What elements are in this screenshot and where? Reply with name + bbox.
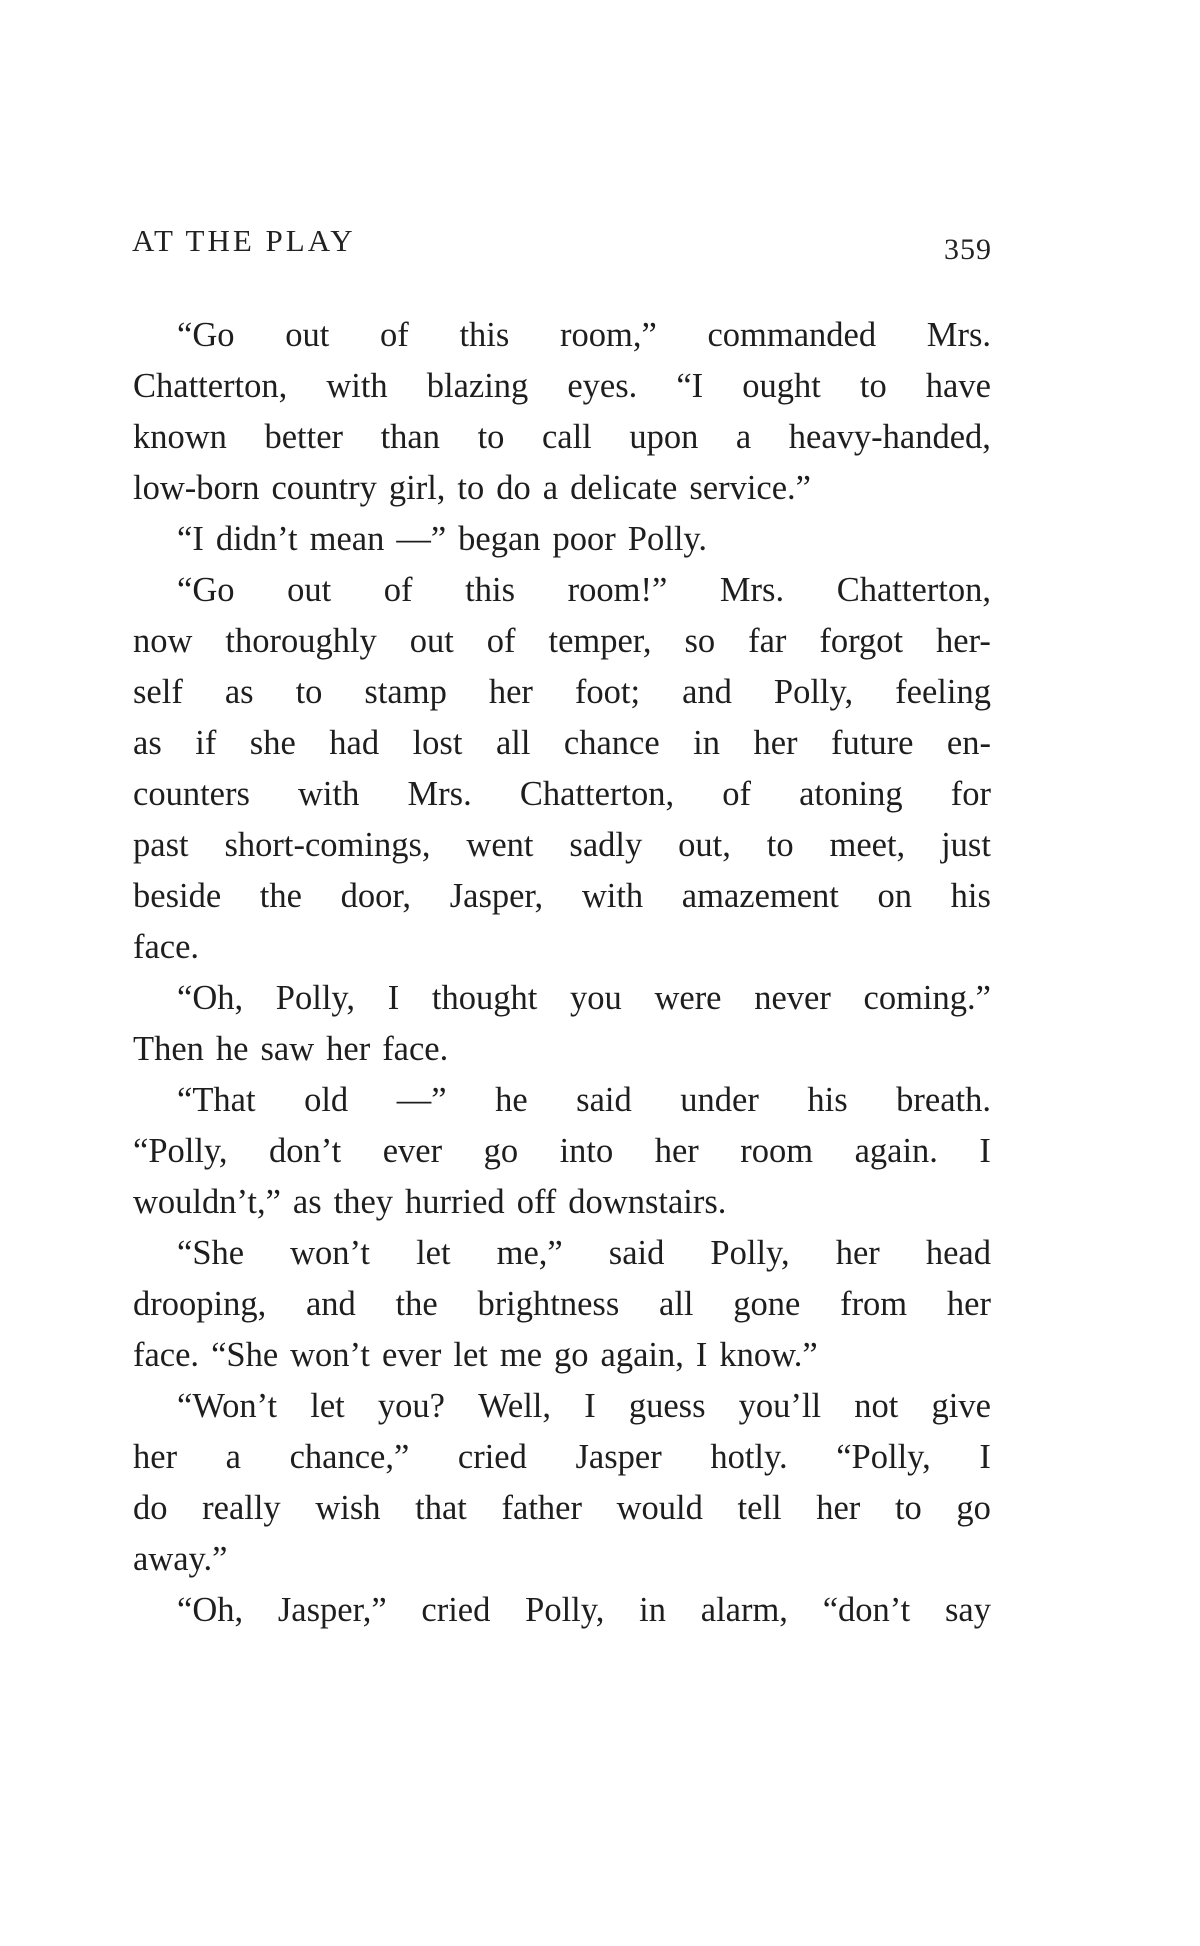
word: out	[287, 571, 332, 609]
word: drooping,	[133, 1285, 267, 1323]
word: than	[380, 418, 440, 456]
word: self	[133, 673, 183, 711]
running-title: AT THE PLAY	[132, 223, 356, 258]
body-text	[133, 310, 991, 1636]
word: go	[554, 1336, 589, 1374]
word: upon	[629, 418, 699, 456]
word: gone	[733, 1285, 801, 1323]
text-line	[133, 1585, 991, 1636]
word: were	[654, 979, 722, 1017]
word: do	[133, 1489, 168, 1527]
word: won’t	[290, 1234, 371, 1272]
word: don’t	[269, 1132, 342, 1170]
word: in	[693, 724, 720, 762]
word: said	[608, 1234, 665, 1272]
word: of	[383, 571, 413, 609]
word: her	[816, 1489, 861, 1527]
word: her	[326, 1030, 371, 1068]
word: they	[333, 1183, 394, 1221]
text-line	[133, 1075, 991, 1126]
word: “Oh,	[177, 1591, 244, 1629]
text-line	[133, 1126, 991, 1177]
word: go	[483, 1132, 519, 1170]
word: and	[682, 673, 732, 711]
word: mean	[309, 520, 385, 558]
word: Polly,	[275, 979, 356, 1017]
word: counters	[133, 775, 250, 813]
word: me,”	[496, 1234, 563, 1272]
word: Then	[133, 1030, 204, 1068]
word: —”	[396, 520, 447, 558]
word: began	[458, 520, 541, 558]
word: “That	[177, 1081, 256, 1119]
word: would	[616, 1489, 703, 1527]
word: temper,	[548, 622, 652, 660]
word: service.”	[689, 469, 811, 507]
word: “I	[177, 520, 204, 558]
word: chance,”	[289, 1438, 410, 1476]
word: to	[295, 673, 323, 711]
word: face.	[133, 1336, 200, 1374]
word: the	[395, 1285, 438, 1323]
word: give	[931, 1387, 991, 1425]
text-line	[133, 1228, 991, 1279]
word: have	[925, 367, 991, 405]
word: lost	[412, 724, 463, 762]
word: head	[925, 1234, 991, 1272]
word: out	[285, 316, 330, 354]
word: to	[894, 1489, 922, 1527]
word: old	[304, 1081, 349, 1119]
text-line	[133, 1534, 991, 1585]
word: a	[735, 418, 752, 456]
word: Polly,	[710, 1234, 790, 1272]
text-line	[133, 310, 991, 361]
word: you	[570, 979, 622, 1017]
word: this	[465, 571, 516, 609]
word: cried	[421, 1591, 491, 1629]
word: wish	[315, 1489, 381, 1527]
word: went	[466, 826, 534, 864]
word: her	[946, 1285, 991, 1323]
text-line	[133, 973, 991, 1024]
word: Polly,	[773, 673, 854, 711]
word: his	[950, 877, 991, 915]
text-line	[133, 361, 991, 412]
word: to	[457, 469, 485, 507]
word: not	[854, 1387, 899, 1425]
word: a	[225, 1438, 241, 1476]
word: ever	[382, 1132, 443, 1170]
running-header	[132, 223, 992, 267]
word: all	[659, 1285, 694, 1323]
text-line	[133, 1432, 991, 1483]
word: I	[584, 1387, 596, 1425]
word: wouldn’t,”	[133, 1183, 281, 1221]
word: if	[195, 724, 217, 762]
word: away.”	[133, 1540, 228, 1578]
word: tell	[737, 1489, 782, 1527]
word: heavy-handed,	[788, 418, 991, 456]
word: this	[459, 316, 510, 354]
word: short-comings,	[224, 826, 431, 864]
word: forgot	[819, 622, 904, 660]
word: stamp	[364, 673, 447, 711]
word: to	[766, 826, 794, 864]
word: face.	[382, 1030, 449, 1068]
word: his	[807, 1081, 848, 1119]
word: “Go	[177, 316, 235, 354]
word: to	[477, 418, 505, 456]
word: I	[387, 979, 400, 1017]
word: sadly	[569, 826, 643, 864]
word: to	[859, 367, 887, 405]
word: as	[292, 1183, 322, 1221]
word: out,	[678, 826, 731, 864]
word: on	[877, 877, 913, 915]
word: “She	[177, 1234, 245, 1272]
text-line	[133, 820, 991, 871]
text-line	[133, 1024, 991, 1075]
word: had	[329, 724, 380, 762]
word: “don’t	[822, 1591, 911, 1629]
word: saw	[260, 1030, 315, 1068]
word: just	[941, 826, 991, 864]
text-line	[133, 871, 991, 922]
word: coming.”	[863, 979, 991, 1017]
word: that	[415, 1489, 467, 1527]
word: country	[271, 469, 377, 507]
word: breath.	[896, 1081, 991, 1119]
word: say	[944, 1591, 991, 1629]
word: poor	[552, 520, 616, 558]
word: Jasper,	[449, 877, 544, 915]
word: her	[488, 673, 533, 711]
word: known	[133, 418, 227, 456]
word: never	[754, 979, 831, 1017]
word: room	[740, 1132, 814, 1170]
word: I	[979, 1438, 991, 1476]
word: me	[499, 1336, 543, 1374]
word: hurried	[405, 1183, 505, 1221]
word: alarm,	[700, 1591, 788, 1629]
word: won’t	[290, 1336, 371, 1374]
word: future	[831, 724, 914, 762]
word: “I	[676, 367, 704, 405]
word: her	[753, 724, 798, 762]
word: I	[979, 1132, 991, 1170]
word: let	[310, 1387, 345, 1425]
word: Chatterton,	[519, 775, 675, 813]
word: room!”	[567, 571, 668, 609]
word: Mrs.	[407, 775, 472, 813]
word: in	[639, 1591, 666, 1629]
word: foot;	[574, 673, 641, 711]
word: know.”	[719, 1336, 818, 1374]
word: better	[264, 418, 344, 456]
word: brightness	[477, 1285, 620, 1323]
text-line	[133, 667, 991, 718]
text-line	[133, 769, 991, 820]
text-line	[133, 616, 991, 667]
word: she	[249, 724, 296, 762]
word: the	[259, 877, 302, 915]
word: Chatterton,	[133, 367, 288, 405]
word: as	[224, 673, 254, 711]
text-line	[133, 1483, 991, 1534]
word: with	[581, 877, 644, 915]
word: her	[654, 1132, 699, 1170]
word: past	[133, 826, 189, 864]
word: you’ll	[738, 1387, 822, 1425]
word: Jasper	[575, 1438, 662, 1476]
word: all	[495, 724, 531, 762]
word: chance	[563, 724, 660, 762]
word: thought	[431, 979, 538, 1017]
page-number: 359	[944, 233, 992, 266]
word: door,	[340, 877, 412, 915]
word: atoning	[799, 775, 903, 813]
word: low-born	[133, 469, 260, 507]
word: off	[516, 1183, 557, 1221]
word: into	[559, 1132, 614, 1170]
word: delicate	[570, 469, 678, 507]
word: her-	[936, 622, 991, 660]
text-line	[133, 565, 991, 616]
word: call	[541, 418, 592, 456]
word: “Polly,	[133, 1132, 228, 1170]
word: blazing	[426, 367, 529, 405]
word: under	[680, 1081, 759, 1119]
word: thoroughly	[225, 622, 377, 660]
word: with	[298, 775, 360, 813]
word: cried	[457, 1438, 527, 1476]
word: ought	[742, 367, 821, 405]
word: again.	[854, 1132, 938, 1170]
word: really	[202, 1489, 281, 1527]
word: he	[495, 1081, 528, 1119]
word: of	[379, 316, 409, 354]
word: commanded	[707, 316, 877, 354]
word: of	[486, 622, 516, 660]
word: let	[416, 1234, 451, 1272]
word: her	[835, 1234, 880, 1272]
word: beside	[133, 877, 222, 915]
word: I	[695, 1336, 708, 1374]
word: “Won’t	[177, 1387, 278, 1425]
word: from	[840, 1285, 908, 1323]
word: let	[453, 1336, 488, 1374]
word: now	[133, 622, 193, 660]
word: as	[133, 724, 162, 762]
word: far	[748, 622, 787, 660]
text-line	[133, 514, 991, 565]
word: Polly.	[627, 520, 708, 558]
word: Jasper,”	[277, 1591, 387, 1629]
word: downstairs.	[568, 1183, 727, 1221]
word: ever	[382, 1336, 442, 1374]
word: —”	[396, 1081, 447, 1119]
word: again,	[600, 1336, 684, 1374]
word: eyes.	[567, 367, 638, 405]
text-line	[133, 1177, 991, 1228]
text-line	[133, 922, 991, 973]
word: Mrs.	[926, 316, 991, 354]
word: father	[501, 1489, 582, 1527]
word: do	[496, 469, 531, 507]
word: face.	[133, 928, 200, 966]
word: for	[950, 775, 991, 813]
word: feeling	[895, 673, 991, 711]
word: “Go	[177, 571, 235, 609]
word: of	[722, 775, 751, 813]
word: meet,	[829, 826, 906, 864]
word: room,”	[560, 316, 657, 354]
word: out	[409, 622, 454, 660]
text-line	[133, 1381, 991, 1432]
word: Chatterton,	[836, 571, 991, 609]
word: en-	[946, 724, 991, 762]
word: Well,	[478, 1387, 552, 1425]
word: “Polly,	[836, 1438, 931, 1476]
text-line	[133, 412, 991, 463]
word: you?	[377, 1387, 445, 1425]
text-line	[133, 1279, 991, 1330]
word: amazement	[681, 877, 839, 915]
word: Polly,	[525, 1591, 605, 1629]
word: go	[956, 1489, 991, 1527]
word: said	[576, 1081, 632, 1119]
word: “She	[211, 1336, 279, 1374]
text-line	[133, 718, 991, 769]
word: a	[542, 469, 559, 507]
word: didn’t	[215, 520, 298, 558]
text-line	[133, 1330, 991, 1381]
word: so	[684, 622, 716, 660]
word: “Oh,	[177, 979, 244, 1017]
text-line	[133, 463, 991, 514]
word: with	[326, 367, 388, 405]
word: and	[305, 1285, 356, 1323]
word: he	[215, 1030, 249, 1068]
word: guess	[628, 1387, 706, 1425]
word: Mrs.	[719, 571, 785, 609]
word: girl,	[388, 469, 446, 507]
word: hotly.	[710, 1438, 788, 1476]
word: her	[133, 1438, 178, 1476]
